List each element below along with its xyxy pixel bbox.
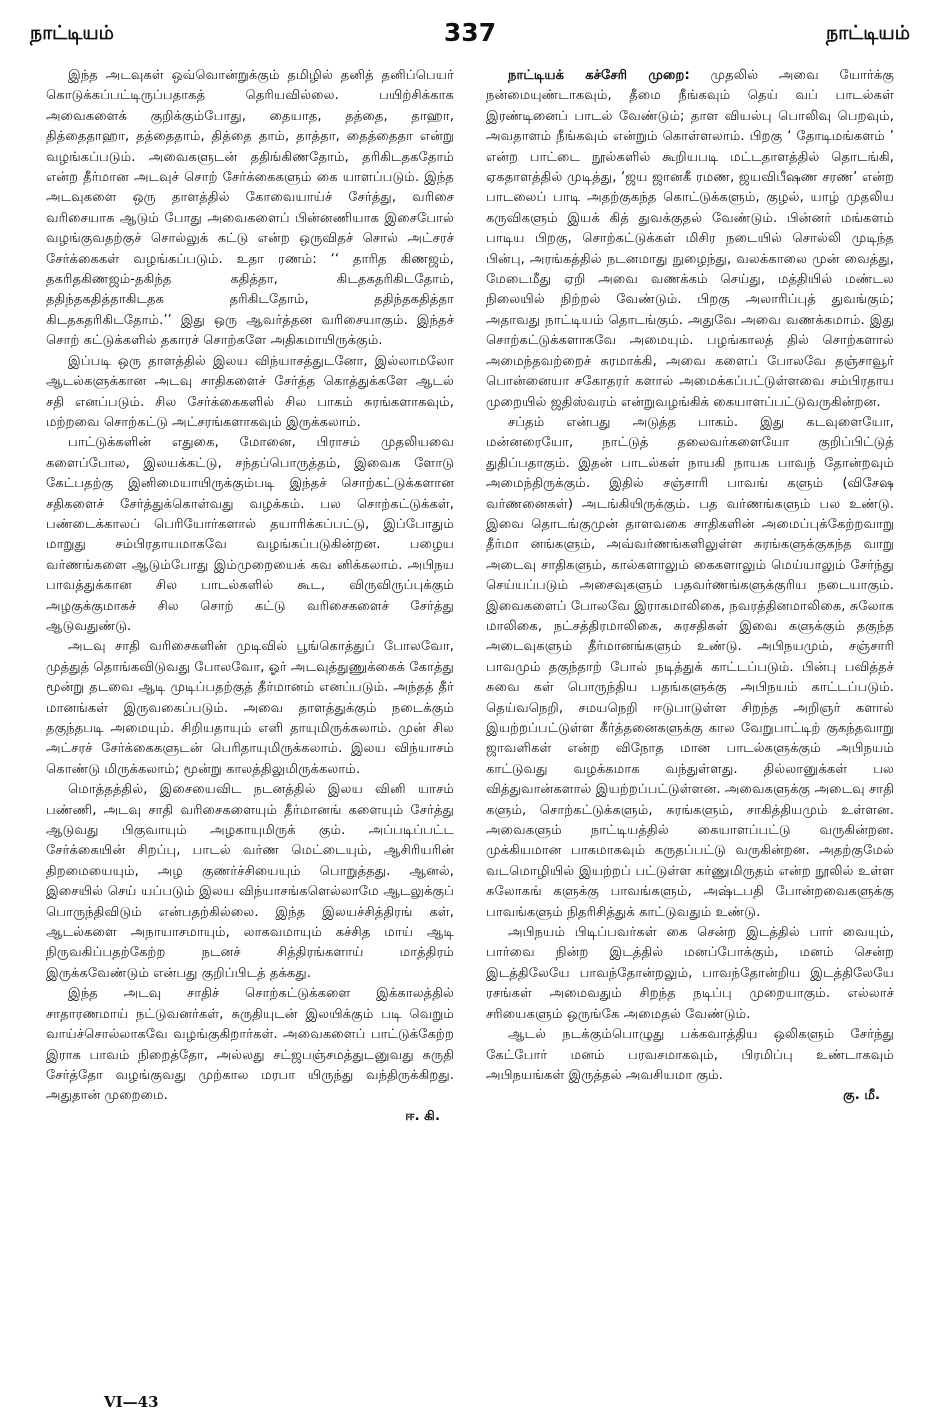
paragraph: இப்படி ஒரு தாளத்தில் இலய விந்யாசத்துடனோ, இல்லாமலோ ஆடல்களுக்கான அடவு சாதிகளைச் சேர்த்த கொத்துக்களே ஆடல் சதி எனப்படும். சில சேர்க்கைகளில் சில பாகம் சுரங்களாகவும், மற்றவை சொற்கட்டு அட்சரங்களாகவும் இருக்கலாம்.	[46, 353, 454, 430]
paragraph: இந்த அடவுகள் ஒவ்வொன்றுக்கும் தமிழில் தனித் தனிப்பெயர் கொடுக்கப்பட்டிருப்பதாகத் தெரியவில்லை. பயிற்சிக்காக அவைகளைக் குறிக்கும்போது, தையாத, தத்தை, தாஹா, தித்தைதாஹா, தத்தைதாம், தித்தை தாம், தாத்தா, தைத்தைதா என்று வழங்கப்படும். அவைகளுடன் ததிங்கிணதோம், தரிகிடதகதோம் என்ற தீர்மான அடவுச் சொற் சேர்க்கைகளும் கை யாளப்படும். இந்த அடவுகளை ஒரு தாளத்தில் கோவையாய்ச் சேர்த்து, வரிசை வரிசையாக ஆடும் போது அவைகளைப் பின்னணியாக இசைபோல் வழங்குவதற்குச் சொல்லுக் கட்டு என்ற ஒருவிதச் சொல் அட்சரச் சேர்க்கைகள் வழங்கப்படும். உதா ரணம்: ‘‘ தாரித கிணஜம், தகரிதகிணஜம்-தகிந்த கதித்தா, கிடதகதரிகிடதோம், ததிந்தகதித்தாகிடதக தரிகிடதோம், ததிந்தகதித்தா கிடதகதரிகிடதோம்.’’ இது ஒரு ஆவர்த்தன வரிசையாகும். இந்தச் சொற் கட்டுக்களில் தகாரச் சொற்களே அதிகமாயிருக்கும்.	[46, 68, 454, 349]
paragraph: இந்த அடவு சாதிச் சொற்கட்டுக்களை இக்காலத்தில் சாதாரணமாய் நட்டுவனர்கள், சுருதியுடன் இலயிக்கும் படி வெறும் வாய்ச்சொல்லாகவே வழங்குகிறார்கள். அவைகளைப் பாட்டுக்கேற்ற இராக பாவம் நிறைத்தோ, அல்லது சட்ஜபஞ்சமத்துடனுவது சுருதி சேர்த்தோ வழங்குவது முற்கால மரபா யிருந்து வந்திருக்கிறது. அதுதான் முறைமை.	[46, 986, 454, 1104]
paragraph	[486, 66, 894, 413]
page-header	[30, 18, 910, 62]
paragraph: ஆடல் நடக்கும்பொழுது பக்கவாத்திய ஒலிகளும் சேர்ந்து கேட்போர் மனம் பரவசமாகவும், பிரமிப்பு உண்டாகவும் அபிநயங்கள் இருத்தல் அவசியமா கும்.	[486, 1027, 894, 1083]
section-heading: நாட்டியக் கச்சேரி முறை:	[508, 68, 690, 83]
right-column	[486, 66, 894, 1107]
paragraph-text: முதலில் அவை யோர்க்கு நன்மையுண்டாகவும், தீமை நீங்கவும் தெய் வப் பாடல்கள் இரண்டினைப் பாடல் வேண்டும்; தாள வியல்பு பொலிவு பெறவும், அவதாளம் நீங்கவும் என்றும் கொள்ளலாம். பிறகு ‘ தோடிமங்களம் ’ என்ற பாட்டை நூல்களில் கூறியபடி மட்டதாளத்தில் தொடங்கி, ஏகதாளத்தில் முடித்து, ‘ஜய ஜானகீ ரமண, ஜயவிபீஷண சரண’ என்ற பாடலைப் பாடி அதற்குகந்த கொட்டுக்களும், குழல், யாழ் முதலிய கருவிகளும் இயக் கித் துவக்குதல் வேண்டும். பின்னர் மங்களம் பாடிய பிறகு, சொற்கட்டுக்கள் மிசிர நடையில் சொல்லி முடிந்த பின்பு, அரங்கத்தில் நடனமாது நுழைந்து, வலக்காலை முன் வைத்து, மேடைமீது ஏறி அவை வணக்கம் செய்து, மத்தியில் மண்டல நிலையில் நிற்றல் வேண்டும். பிறகு அலாரிப்புத் துவங்கும்; அதாவது நாட்டியம் தொடங்கும். அதுவே அவை வணக்கமாம். இது சொற்கட்டுக்களாகவே அமையும். பழங்காலத் தில் சொற்களால் அமைந்தவற்றைச் சுரமாக்கி, அவை களைப் போலவே தஞ்சாவூர் பொன்னையா சகோதரர் களால் அமைக்கப்பட்டுள்ளவை சம்பிரதாய முறையில் ஜதிஸ்வரம் என்றுவழங்கிக் கையாளப்பட்டுவருகின்றன.	[486, 68, 894, 410]
paragraph: அபிநயம் பிடிப்பவர்கள் கை சென்ற இடத்தில் பார் வையும், பார்வை நின்ற இடத்தில் மனப்போக்கும், மனம் சென்ற இடத்திலேயே பாவந்தோன்றலும், பாவந்தோன்றிய இடத்திலேயே ரசங்கள் அமைவதும் சிறந்த நடிப்பு முறையாகும். எல்லாச் சரியைகளும் ஒருங்கே அமைதல் வேண்டும்.	[486, 925, 894, 1022]
paragraph: மொத்தத்தில், இசையைவிட நடனத்தில் இலய வினி யாசம் பண்ணி, அடவு சாதி வரிசைகளையும் தீர்மானங் களையும் சேர்த்து ஆடுவது பிகுவாயும் அழகாயுமிருக் கும். அப்படிப்பட்ட சேர்க்கையின் சிறப்பு, பாடல் வர்ண மெட்டையும், ஆசிரியரின் திறமையையும், அழ குணர்ச்சியையும் பொறுத்தது. ஆனல், இசையில் செய் யப்படும் இலய விந்யாசங்களெல்லாமே ஆடலுக்குப் பொருந்திவிடும் என்பதற்கில்லை. இந்த இலயச்சித்திரங் கள், ஆடல்களை அநாயாசமாயும், லாகவமாயும் கச்சித மாய் ஆடி நிருவகிப்பதற்கேற்ற நடனச் சித்திரங்களாய் மாத்திரம் இருக்கவேண்டும் என்பது குறிப்பிடத் தக்கது.	[46, 782, 454, 981]
volume-page-mark: VI—43	[104, 1393, 159, 1411]
running-title-right: நாட்டியம்	[826, 22, 910, 44]
left-column	[46, 66, 454, 1127]
running-title-left: நாட்டியம்	[30, 22, 114, 44]
paragraph: அடவு சாதி வரிசைகளின் முடிவில் பூங்கொத்துப் போலவோ, முத்துத் தொங்கவிடுவது போலவோ, ஓர் அடவுத்துணுக்கைக் கோத்து மூன்று தடவை ஆடி முடிப்பதற்குத் தீர்மானம் எனப்படும். அந்தத் தீர் மானங்கள் இருவகைப்படும். அவை தாளத்துக்கும் நடைக்கும் தகுந்தபடி அமையும். சிறியதாயும் எளி தாயுமிருக்கலாம். முன் சில அட்சரச் சேர்க்கைகளுடன் பெரிதாயுமிருக்கலாம். இலய விந்யாசம் கொண்டு மிருக்கலாம்; மூன்று காலத்திலுமிருக்கலாம்.	[46, 639, 454, 777]
author-initials: கு. மீ.	[843, 1088, 880, 1104]
author-initials: ஈ. கி.	[405, 1108, 440, 1124]
paragraph: சப்தம் என்பது அடுத்த பாகம். இது கடவுளையோ, மன்னரையோ, நாட்டுத் தலைவர்களையோ குறிப்பிட்டுத் துதிப்பதாகும். இதன் பாடல்கள் நாயகி நாயக பாவந் தோன்றவும் அமைந்திருக்கும். இதில் சஞ்சாரி பாவங் களும் (விசேஷ வர்ணனைகள்) அடங்கியிருக்கும். பத வர்ணங்களும் பல உண்டு. இவை தொடங்குமுன் தாளவகை சாதிகளின் அமைப்புக்கேற்றவாறு தீர்மா னங்களும், அவ்வர்ணங்களிலுள்ள சுரங்களுக்குகந்த வாறு அடைவு சாதிகளும், கால்களாலும் கைகளாலும் மெய்யாலும் சேர்ந்து செய்யப்படும் அசைவுகளும் பதவர்ணங்களுக்குரிய நடையாகும். இவைகளைப் போலவே இராகமாலிகை, நவரத்தினமாலிகை, சுலோக மாலிகை, நட்சத்திரமாலிகை, சுரசதிகள் இவை களுக்கும் தகுந்த அடைவுகளும் தீர்மானங்களும் உண்டு. அபிநயமும், சஞ்சாரி பாவமும் தகுந்தாற் போல் நடித்துக் காட்டப்படும். பின்பு பவித்தச் சுவை கள் பொருந்திய பதங்களுக்கு அபிநயம் காட்டப்படும். தெய்வநெறி, சமயநெறி ஈடுபாடுள்ள சிறந்த அறிஞர் களால் இயற்றப்பட்டுள்ள கீர்த்தனைகளுக்கு கால வேறுபாட்டிற் குகந்தவாறு ஜாவளிகள் என்ற விநோத மான பாடல்களுக்கும் அபிநயம் காட்டுவது வழக்கமாக வந்துள்ளது. தில்லானுக்கள் பல வித்துவான்களால் இயற்றப்பட்டுள்ளன. அவைகளுக்கு அடைவு சாதி களும், சொற்கட்டுக்களும், சுரங்களும், சாகித்தியமும் உள்ளன. அவைகளும் நாட்டியத்தில் கையாளப்பட்டு வருகின்றன. முக்கியமான பாகமாகவும் கருதப்பட்டு வருகின்றன. அதற்குமேல் வடமொழியில் இயற்றப் பட்டுள்ள கர்ணுமிருதம் என்ற நூலில் உள்ள சுலோகங் களுக்கு பாவங்களும், அஷ்டபதி போன்றவைகளுக்கு பாவங்களும் நிதரிசித்துக் காட்டுவதும் உண்டு.	[486, 414, 894, 920]
paragraph: பாட்டுக்களின் எதுகை, மோனை, பிராசம் முதலியவை களைப்போல, இலயக்கட்டு, சந்தப்பொருத்தம், இவைக ளோடு கேட்பதற்கு இனிமையாயிருக்கும்படி இந்தச் சொற்கட்டுக்களான சதிகளைச் சேர்த்துக்கொள்வது வழக்கம். பல சொற்கட்டுக்கள், பண்டைக்காலப் பெரியோர்களால் தயாரிக்கப்பட்டு, இப்போதும் மாறுது சம்பிரதாயமாகவே வழங்கப்படுகின்றன. பழைய வர்ணங்களை ஆடும்போது இம்முறையைக் கவ னிக்கலாம். அபிநய பாவத்துக்கான சில பாடல்களில் கூட, விருவிருப்புக்கும் அழகுக்குமாகச் சில சொற் கட்டு வரிசைகளைச் சேர்த்து ஆடுவதுண்டு.	[46, 435, 454, 634]
page-number: 337	[443, 18, 497, 47]
